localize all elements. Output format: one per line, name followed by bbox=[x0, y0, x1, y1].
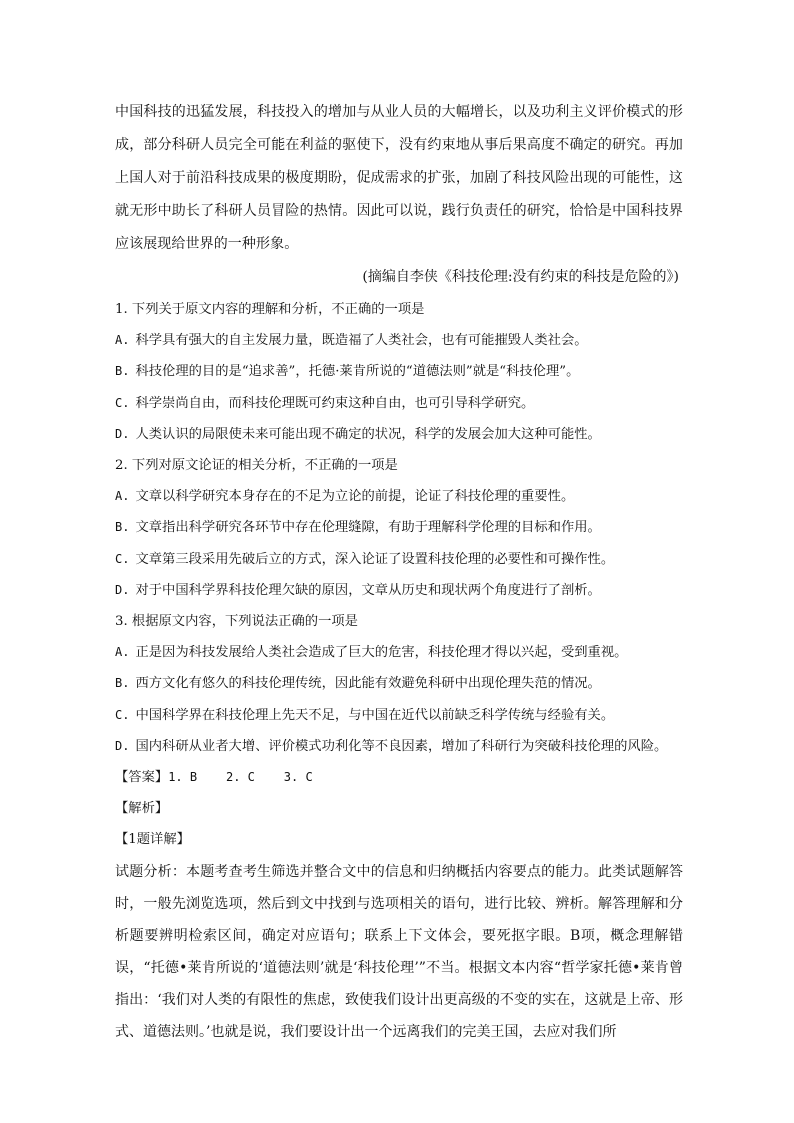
answer-values: 1. B 2. C 3. C bbox=[168, 770, 313, 785]
question-1-option-c: C. 科学崇尚自由，而科技伦理既可约束这种自由，也可引导科学研究。 bbox=[115, 395, 535, 411]
question-2-stem: 2. 下列对原文论证的相关分析，不正确的一项是 bbox=[115, 458, 398, 474]
question-2-option-c: C. 文章第三段采用先破后立的方式，深入论证了设置科技伦理的必要性和可操作性。 bbox=[115, 551, 615, 567]
question-1-stem: 1. 下列关于原文内容的理解和分析，不正确的一项是 bbox=[115, 302, 425, 317]
answer-label: 【答案】 bbox=[115, 770, 169, 786]
question-3-option-d: D. 国内科研从业者大增、评价模式功利化等不良因素，增加了科研行为突破科技伦理的风险。 bbox=[115, 738, 668, 754]
question-3-option-b: B. 西方文化有悠久的科技伦理传统，因此能有效避免科研中出现伦理失范的情况。 bbox=[115, 676, 601, 692]
question-3-stem: 3. 根据原文内容，下列说法正确的一项是 bbox=[115, 614, 358, 630]
explanation-paragraph: 试题分析：本题考查考生筛选并整合文中的信息和归纳概括内容要点的能力。此类试题解答时，一般先浏览选项，然后到文中找到与选项相关的语句，进行比较、辨析。解答理解和分析题要辨明检索区间，确定对应语句；联系上下文体会，要死抠字眼。B项，概念理解错误，“托德•莱肯所说的‘道德法则’就是‘科技伦理’”不当。根据文本内容“哲学家托德•莱肯曾指出：‘我们对人类的有限性的焦虑，致使我们设计出更高级的不变的实在，这就是上帝、形式、道德法则。’也就是说，我们要设计出一个远离我们的完美王国，去应对我们所 bbox=[115, 863, 683, 1040]
page-content bbox=[115, 96, 683, 1048]
question-3-option-a: A. 正是因为科技发展给人类社会造成了巨大的危害，科技伦理才得以兴起，受到重视。 bbox=[115, 645, 628, 661]
question-1-option-b: B. 科技伦理的目的是“追求善”，托德·莱肯所说的“道德法则”就是“科技伦理”。 bbox=[115, 364, 580, 380]
question-2-option-b: B. 文章指出科学研究各环节中存在伦理缝隙，有助于理解科学伦理的目标和作用。 bbox=[115, 520, 601, 536]
question-2-option-a: A. 文章以科学研究本身存在的不足为立论的前提，论证了科技伦理的重要性。 bbox=[115, 489, 575, 505]
passage-paragraph: 中国科技的迅猛发展，科技投入的增加与从业人员的大幅增长，以及功利主义评价模式的形成，部分科研人员完全可能在利益的驱使下，没有约束地从事后果高度不确定的研究。再加上国人对于前沿科技成果的极度期盼，促成需求的扩张，加剧了科技风险出现的可能性，这就无形中助长了科研人员冒险的热情。因此可以说，践行负责任的研究，恰恰是中国科技界应该展现给世界的一种形象。 bbox=[115, 104, 683, 252]
question-3-option-c: C. 中国科学界在科技伦理上先天不足，与中国在近代以前缺乏科学传统与经验有关。 bbox=[115, 707, 615, 723]
analysis-heading: 【解析】 bbox=[115, 801, 169, 817]
detail-heading: 【1题详解】 bbox=[115, 832, 190, 848]
question-1-option-d: D. 人类认识的局限使未来可能出现不确定的状况，科学的发展会加大这种可能性。 bbox=[115, 426, 601, 442]
passage-source: (摘编自李侠《科技伦理:没有约束的科技是危险的》) bbox=[362, 269, 679, 285]
question-1-option-a: A. 科学具有强大的自主发展力量，既造福了人类社会，也有可能摧毁人类社会。 bbox=[115, 333, 588, 349]
question-2-option-d: D. 对于中国科学界科技伦理欠缺的原因，文章从历史和现状两个角度进行了剖析。 bbox=[115, 582, 601, 598]
answer-line bbox=[115, 762, 683, 793]
